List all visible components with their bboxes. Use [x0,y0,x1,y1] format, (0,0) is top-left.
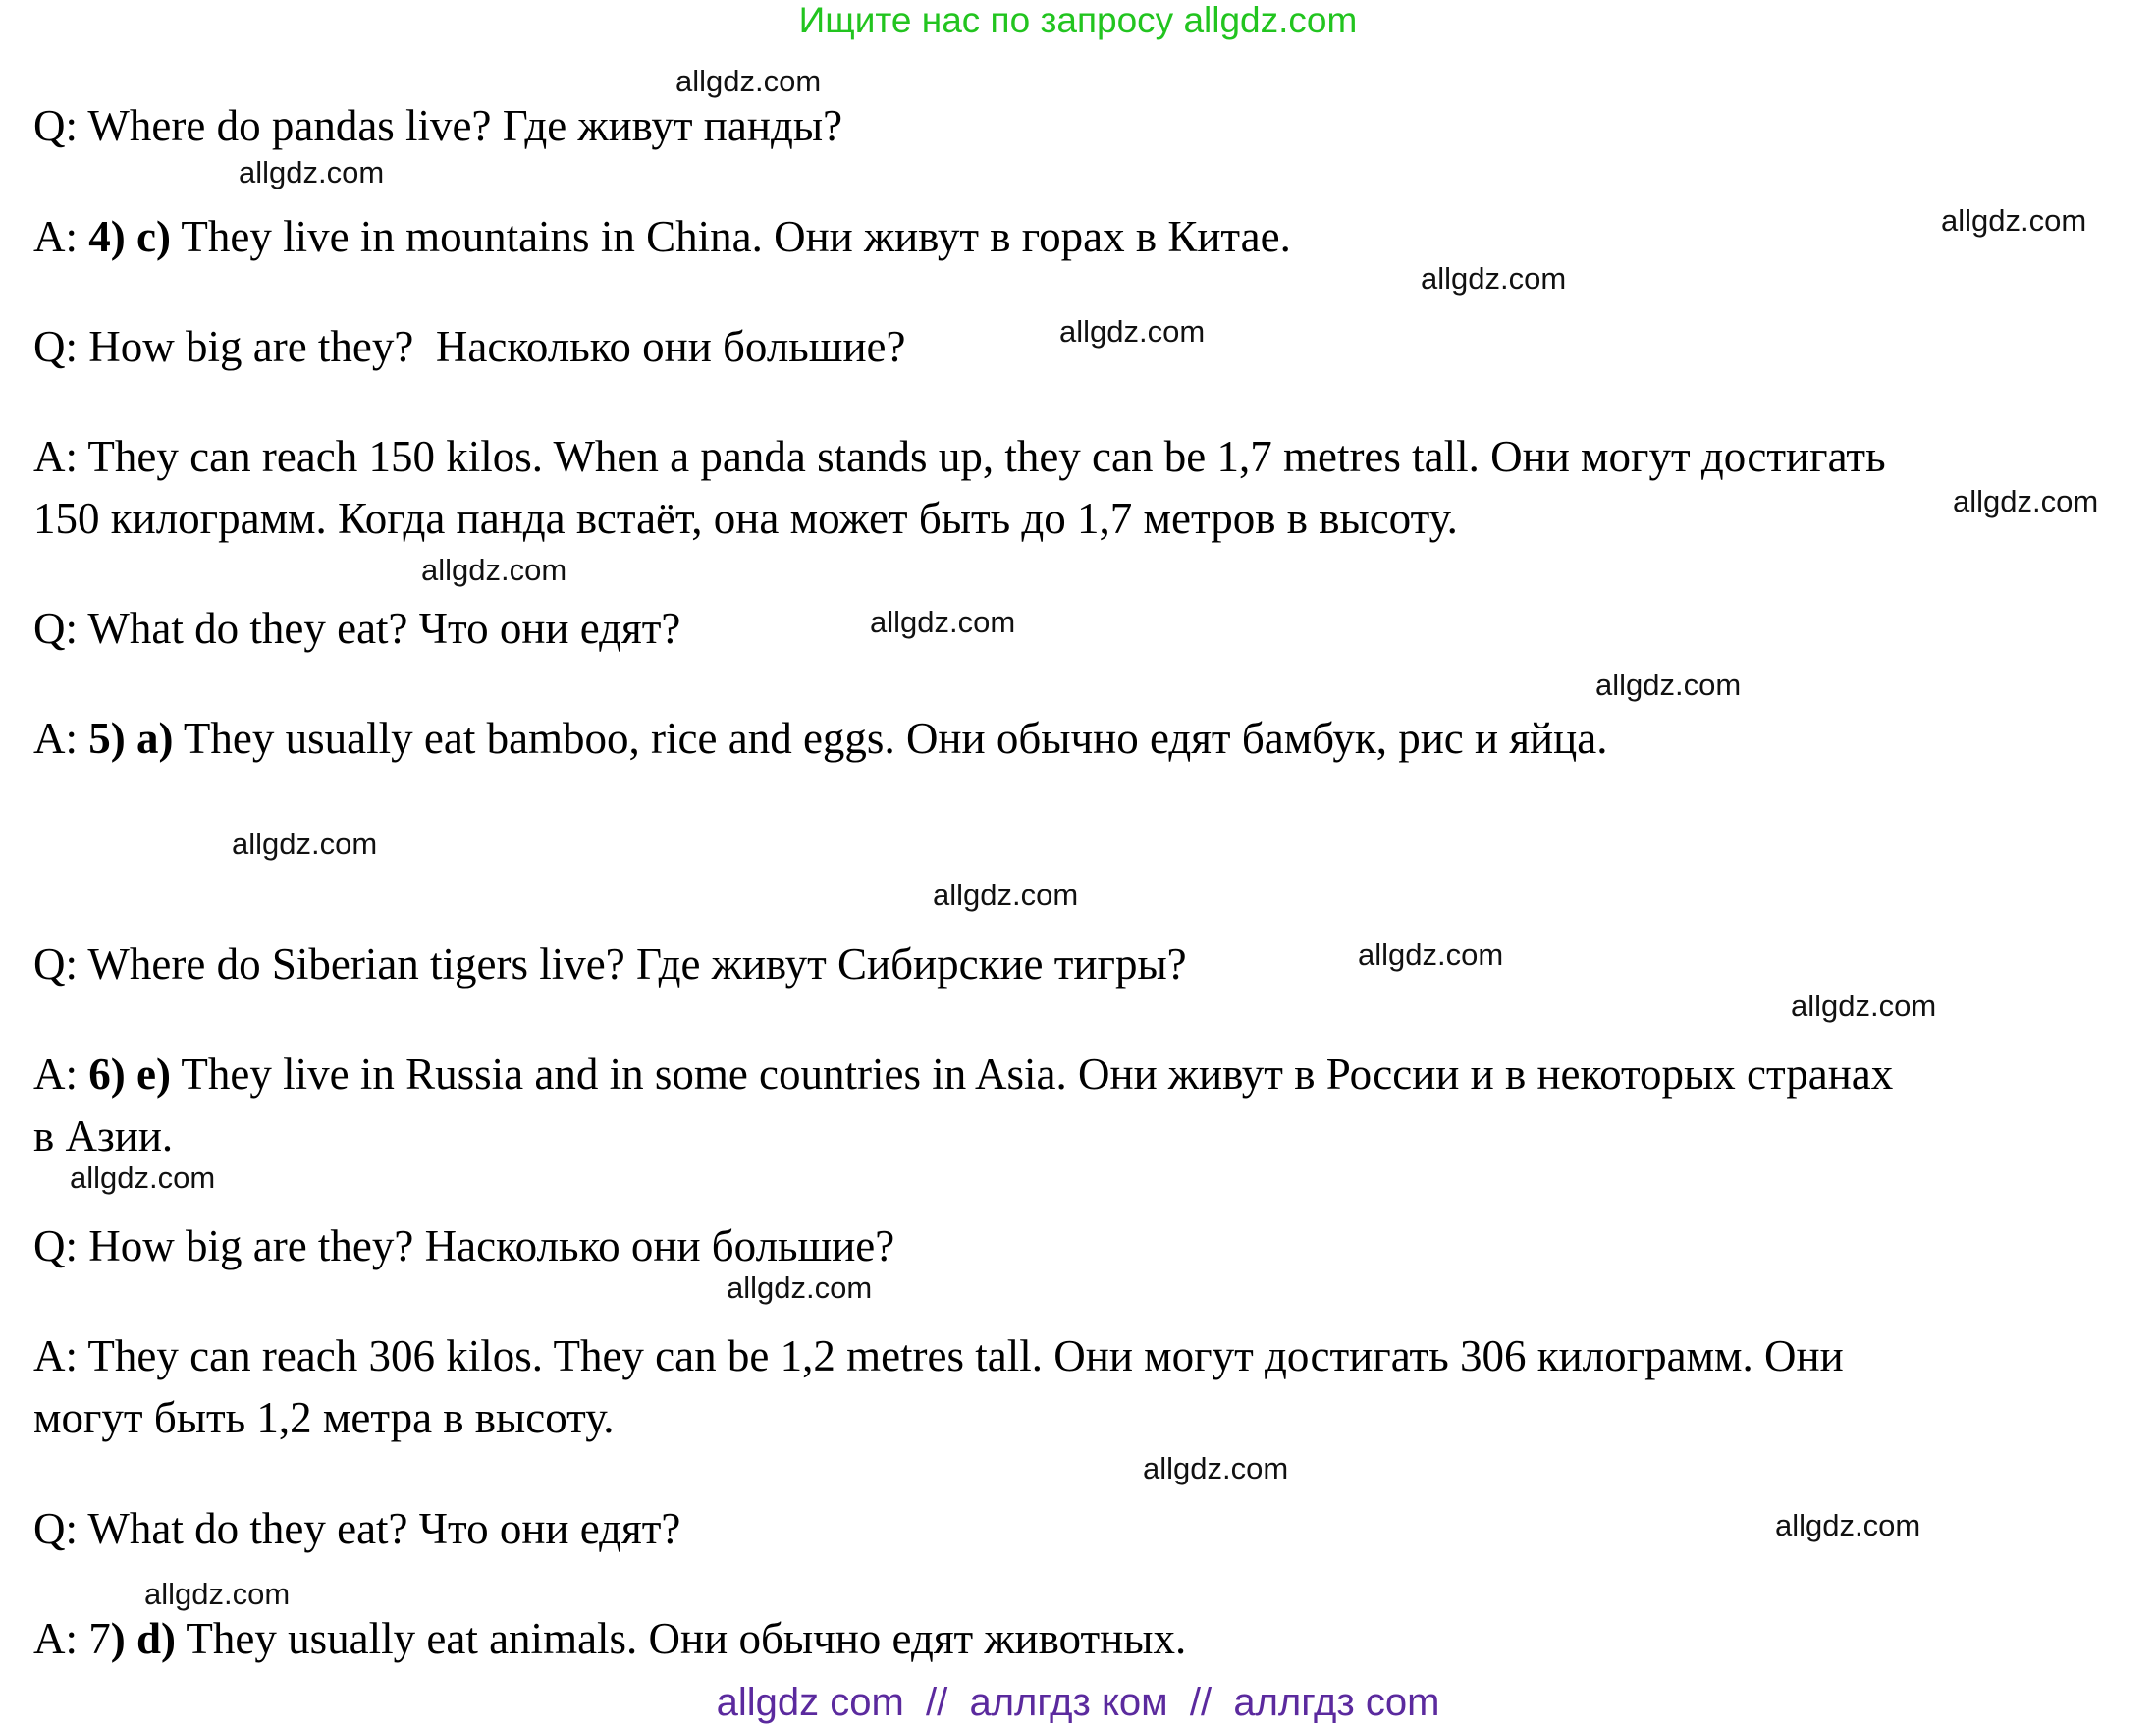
watermark: allgdz.com [421,553,567,587]
line-text: Where do Siberian tigers live? Где живут Сибирские тигры? [78,940,1187,989]
answer-pandas-size [33,426,1886,488]
answer-pandas-habitat [33,206,1291,268]
answer-pandas-size-cont [33,488,1458,550]
line-label: A: [33,432,78,481]
search-hint-header[interactable]: Ищите нас по запросу allgdz.com [798,0,1358,40]
watermark: allgdz.com [1953,484,2099,518]
line-label: A: [33,1050,78,1099]
line-label: A: [33,1331,78,1380]
question-pandas-habitat [33,95,842,157]
answer-key: 5) a) [88,714,174,763]
watermark: allgdz.com [1358,938,1504,972]
watermark: allgdz.com [1059,314,1206,349]
answer-tigers-size-cont [33,1387,614,1449]
line-text: They usually eat bamboo, rice and eggs. Они обычно едят бамбук, рис и яйца. [173,714,1608,763]
footer-mirror-links[interactable]: allgdz com // аллгдз ком // аллгдз com [716,1681,1440,1724]
watermark: allgdz.com [870,605,1016,639]
question-tigers-size [33,1215,894,1277]
line-label: Q: [33,101,78,150]
line-text: Where do pandas live? Где живут панды? [78,101,843,150]
line-text: They live in mountains in China. Они живут в горах в Китае. [170,212,1291,261]
line-text: They can reach 150 kilos. When a panda stands up, they can be 1,7 metres tall. Они могут достигать [78,432,1886,481]
watermark: allgdz.com [70,1160,216,1195]
line-text: How big are they? Насколько они большие? [78,1221,895,1270]
line-label: Q: [33,604,78,653]
line-label: Q: [33,1504,78,1553]
line-text: They usually eat animals. Они обычно едят животных. [176,1614,1187,1663]
question-tigers-diet [33,1498,680,1560]
line-text: How big are they? Насколько они большие? [78,322,906,371]
watermark: allgdz.com [1421,261,1567,296]
question-pandas-size [33,316,906,378]
watermark: allgdz.com [675,64,822,98]
line-label: A: 7 [33,1614,111,1663]
watermark: allgdz.com [1791,989,1937,1023]
line-text: What do they eat? Что они едят? [78,604,681,653]
watermark: allgdz.com [239,155,385,189]
line-text: 150 килограмм. Когда панда встаёт, она может быть до 1,7 метров в высоту. [33,494,1458,543]
answer-tigers-size [33,1325,1844,1387]
line-text: в Азии. [33,1111,174,1160]
answer-key: 6) e) [88,1050,171,1099]
answer-tigers-habitat [33,1044,1893,1105]
watermark: allgdz.com [232,827,378,861]
answer-pandas-diet [33,708,1607,770]
answer-tigers-habitat-cont [33,1105,173,1167]
question-pandas-diet [33,598,680,660]
answer-key: ) d) [110,1614,176,1663]
line-label: Q: [33,940,78,989]
line-text: могут быть 1,2 метра в высоту. [33,1393,615,1442]
line-label: A: [33,212,78,261]
line-text: They can reach 306 kilos. They can be 1,2 metres tall. Они могут достигать 306 килограмм. Они [78,1331,1844,1380]
line-label: Q: [33,322,78,371]
answer-key: 4) c) [88,212,171,261]
line-label: A: [33,714,78,763]
watermark: allgdz.com [1941,203,2087,238]
watermark: allgdz.com [1775,1508,1921,1542]
watermark: allgdz.com [1595,668,1742,702]
answer-tigers-diet [33,1608,1186,1670]
watermark: allgdz.com [933,878,1079,912]
question-tigers-habitat [33,934,1187,996]
line-text: They live in Russia and in some countries in Asia. Они живут в России и в некоторых странах [170,1050,1894,1099]
watermark: allgdz.com [144,1577,291,1611]
line-label: Q: [33,1221,78,1270]
watermark: allgdz.com [727,1270,873,1305]
watermark: allgdz.com [1143,1451,1289,1485]
line-text: What do they eat? Что они едят? [78,1504,681,1553]
